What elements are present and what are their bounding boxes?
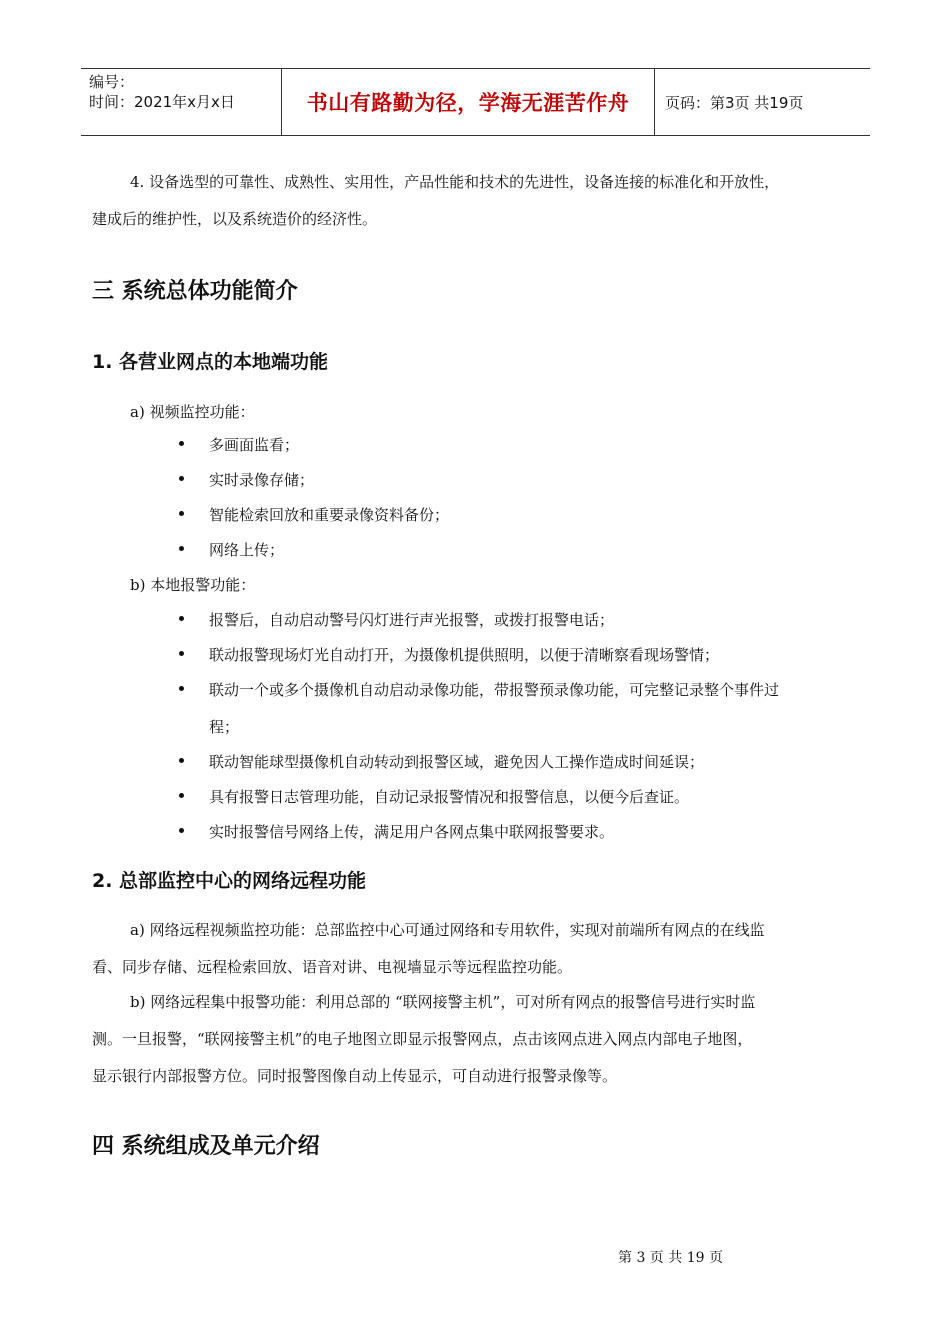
list-item: 实时报警信号网络上传，满足用户各网点集中联网报警要求。 bbox=[209, 821, 614, 842]
para-b-line-3: 显示银行内部报警方位。同时报警图像自动上传显示，可自动进行报警录像等。 bbox=[92, 1067, 618, 1085]
list-item: 联动智能球型摄像机自动转动到报警区域，避免因人工操作造成时间延误； bbox=[209, 751, 704, 772]
list-item: 网络上传； bbox=[209, 539, 284, 560]
bullet-icon bbox=[179, 476, 184, 481]
header-motto: 书山有路勤为径，学海无涯苦作舟 bbox=[282, 69, 655, 135]
intro-line-1: 4. 设备选型的可靠性、成熟性、实用性，产品性能和技术的先进性，设备连接的标准化和开放性， bbox=[130, 173, 780, 191]
subsection-1-title: 1. 各营业网点的本地端功能 bbox=[92, 351, 329, 373]
bullet-icon bbox=[179, 616, 184, 621]
list-item: 报警后，自动启动警号闪灯进行声光报警，或拨打报警电话； bbox=[209, 609, 614, 630]
page-footer: 第 3 页 共 19 页 bbox=[618, 1250, 723, 1266]
para-b-line-2: 测。一旦报警，“联网接警主机”的电子地图立即显示报警网点，点击该网点进入网点内部电子地图， bbox=[92, 1030, 753, 1048]
bullet-icon bbox=[179, 793, 184, 798]
section-4-title: 四 系统组成及单元介绍 bbox=[92, 1134, 320, 1159]
list-item: 具有报警日志管理功能，自动记录报警情况和报警信息，以便今后查证。 bbox=[209, 786, 689, 807]
page-header bbox=[81, 68, 870, 136]
list-item: 联动报警现场灯光自动打开，为摄像机提供照明，以便于清晰察看现场警情； bbox=[209, 644, 719, 665]
list-item: 实时录像存储； bbox=[209, 469, 314, 490]
para-a-line-2: 看、同步存储、远程检索回放、语音对讲、电视墙显示等远程监控功能。 bbox=[92, 958, 573, 976]
bullet-icon bbox=[179, 758, 184, 763]
para-a-line-1: a) 网络远程视频监控功能：总部监控中心可通过网络和专用软件，实现对前端所有网点的在线监 bbox=[130, 921, 765, 939]
list-item: 智能检索回放和重要录像资料备份； bbox=[209, 504, 449, 525]
list-item-continuation: 程； bbox=[209, 718, 240, 736]
list-item: 多画面监看； bbox=[209, 434, 299, 455]
bullet-icon bbox=[179, 651, 184, 656]
header-meta bbox=[81, 69, 282, 135]
item-b-label: b) 本地报警功能： bbox=[130, 576, 256, 594]
intro-line-2: 建成后的维护性，以及系统造价的经济性。 bbox=[92, 210, 378, 228]
bullet-icon bbox=[179, 441, 184, 446]
list-item: 联动一个或多个摄像机自动启动录像功能，带报警预录像功能，可完整记录整个事件过 bbox=[209, 679, 779, 700]
item-a-label: a) 视频监控功能： bbox=[130, 403, 255, 421]
bullet-icon bbox=[179, 686, 184, 691]
bullet-icon bbox=[179, 511, 184, 516]
bullet-icon bbox=[179, 828, 184, 833]
subsection-2-title: 2. 总部监控中心的网络远程功能 bbox=[92, 870, 367, 892]
number-label: 编号： bbox=[89, 73, 135, 91]
time-label: 时间：2021年x月x日 bbox=[89, 93, 235, 111]
section-3-title: 三 系统总体功能简介 bbox=[92, 279, 298, 304]
para-b-line-1: b) 网络远程集中报警功能：利用总部的 “联网接警主机”，可对所有网点的报警信号进行实时监 bbox=[130, 993, 756, 1011]
header-page-label: 页码：第3页 共19页 bbox=[665, 93, 804, 112]
bullet-icon bbox=[179, 546, 184, 551]
